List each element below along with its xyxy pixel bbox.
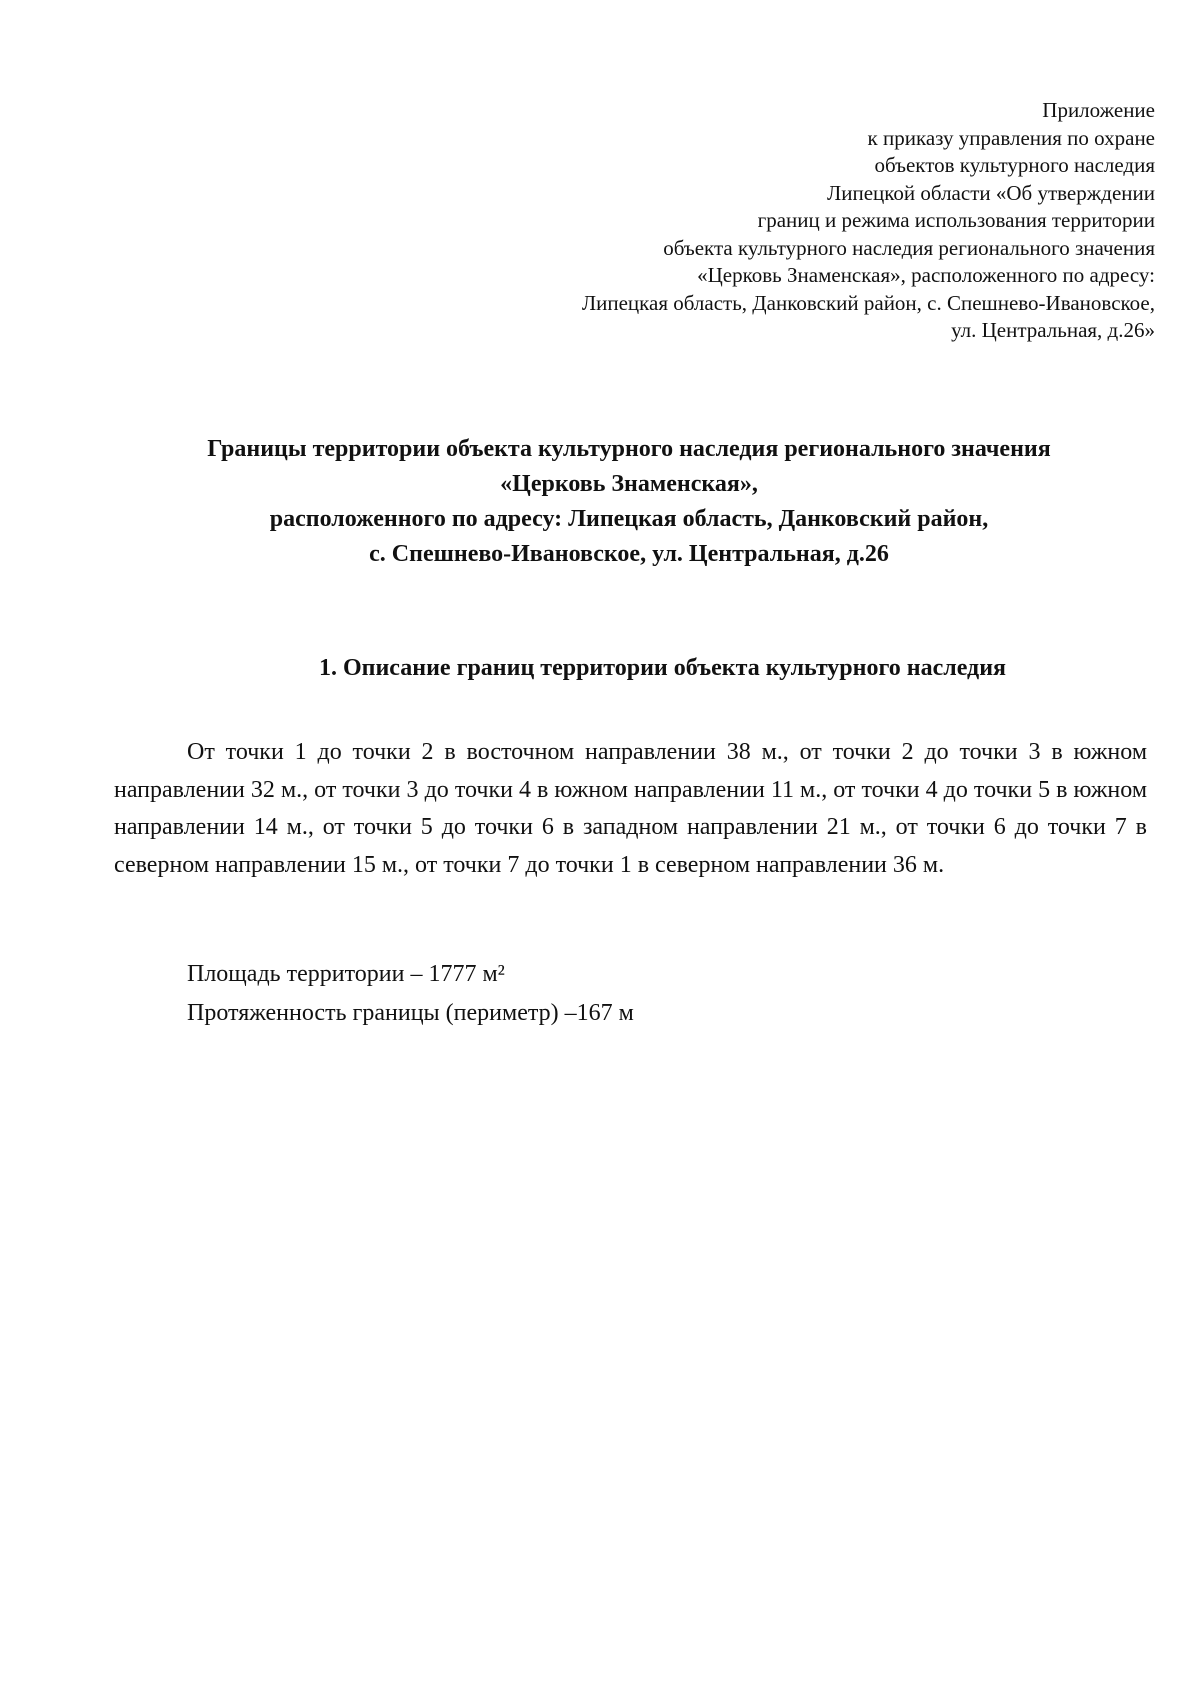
appendix-line: к приказу управления по охране	[867, 125, 1155, 150]
document-title	[0, 432, 1200, 572]
section-heading: 1. Описание границ территории объекта культурного наследия	[318, 655, 1007, 681]
territory-area: Площадь территории – 1777 м²	[187, 961, 505, 987]
title-line: «Церковь Знаменская»,	[500, 471, 758, 497]
appendix-line: Липецкая область, Данковский район, с. Спешнево-Ивановское,	[581, 290, 1155, 315]
appendix-header	[435, 97, 1155, 345]
appendix-line: Липецкой области «Об утверждении	[827, 180, 1155, 205]
territory-perimeter: Протяженность границы (периметр) –167 м	[187, 1000, 634, 1026]
boundary-description: От точки 1 до точки 2 в восточном направлении 38 м., от точки 2 до точки 3 в южном направлении 32 м., от точки 3 до точки 4 в южном направлении 11 м., от точки 4 до точки 5 в южном направлении 14 м., от точки 5 до точки 6 в западном направлении 21 м., от точки 6 до точки 7 в северном направлении 15 м., от точки 7 до точки 1 в северном направлении 36 м.	[114, 739, 1147, 878]
appendix-line: объекта культурного наследия регионального значения	[663, 235, 1155, 260]
title-line: расположенного по адресу: Липецкая область, Данковский район,	[269, 506, 989, 532]
appendix-line: границ и режима использования территории	[757, 208, 1155, 232]
appendix-line: объектов культурного наследия	[874, 153, 1155, 177]
appendix-line: «Церковь Знаменская», расположенного по адресу:	[697, 263, 1155, 287]
title-line: Границы территории объекта культурного наследия регионального значения	[207, 436, 1051, 462]
title-line: с. Спешнево-Ивановское, ул. Центральная, д.26	[369, 541, 889, 567]
territory-stats	[187, 955, 634, 1033]
appendix-line: Приложение	[1042, 98, 1155, 122]
appendix-line: ул. Центральная, д.26»	[951, 318, 1155, 342]
